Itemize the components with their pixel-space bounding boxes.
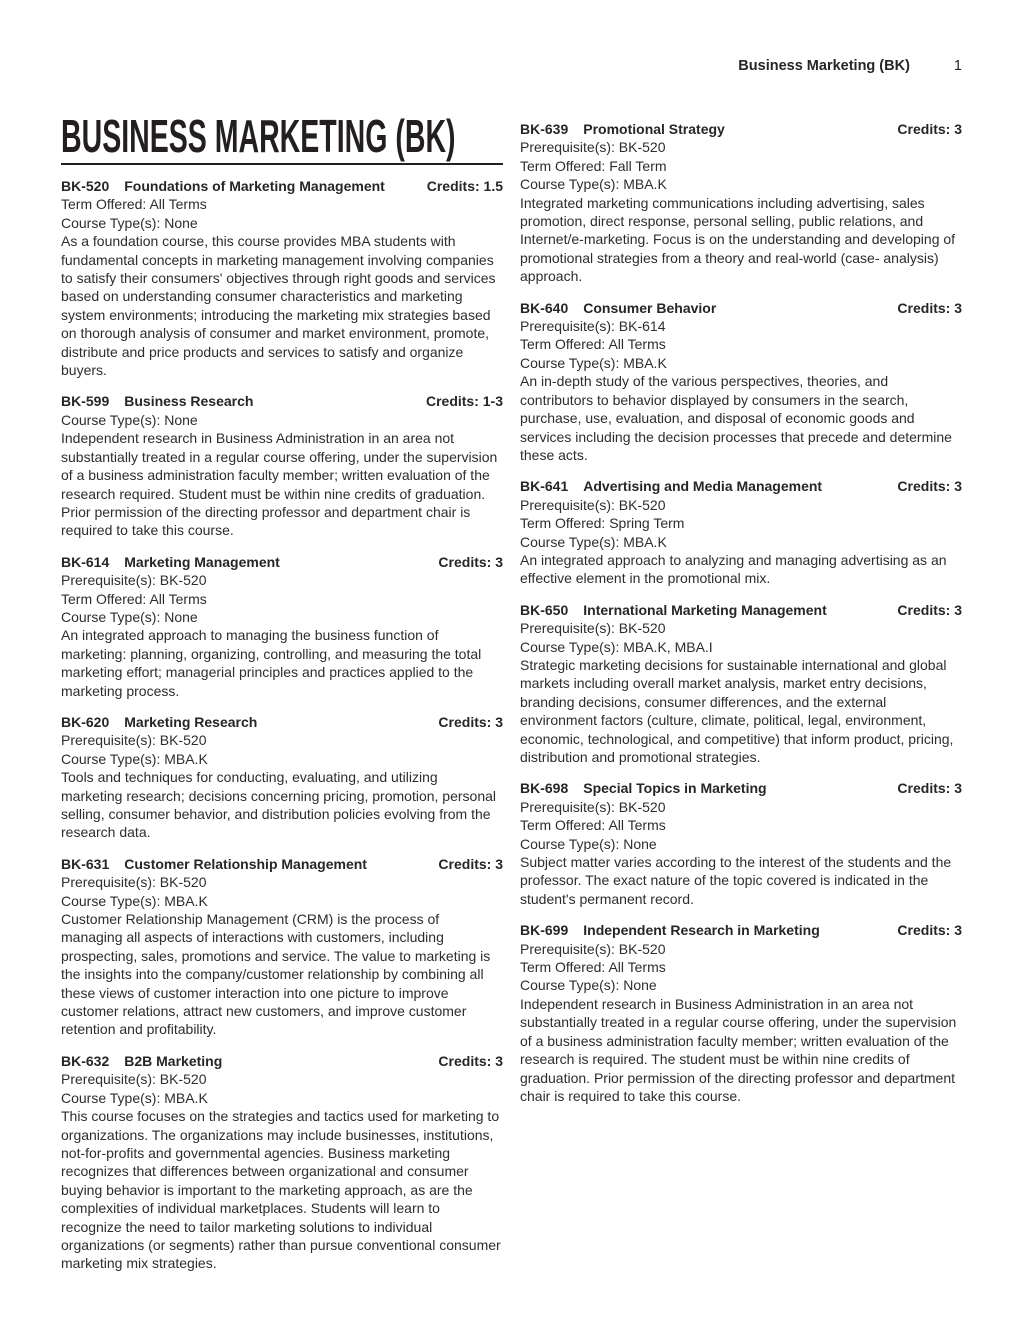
course-code: BK-614 bbox=[61, 553, 110, 570]
course-credits: Credits: 3 bbox=[438, 1052, 503, 1069]
course-block bbox=[520, 601, 962, 767]
course-description: Subject matter varies according to the interest of the students and the professor. The exact nature of the topic covered is indicated in the student's permanent record. bbox=[520, 854, 952, 907]
running-header-title: Business Marketing (BK) bbox=[738, 58, 910, 74]
course-block bbox=[61, 1052, 503, 1273]
course-detail-line: Course Type(s): MBA.K bbox=[520, 176, 667, 193]
course-name: Advertising and Media Management bbox=[583, 478, 823, 495]
course-name: Promotional Strategy bbox=[583, 121, 725, 137]
course-list-right bbox=[520, 120, 962, 1105]
course-credits: Credits: 1.5 bbox=[426, 178, 503, 194]
course-description: This course focuses on the strategies and tactics used for marketing to organizations. The organizations may include businesses, institutions, not-for-profits and governmental agencies. Business marketing recognizes that differences between organizational and consumer buying behavior is important to the marketing approach, as are the complexities of individual marketplaces. Students will learn to recognize the need to tailor marketing solutions to individual organizations (or segments) rather than pursue conventional consumer marketing mix strategies. bbox=[61, 1108, 501, 1272]
course-credits: Credits: 3 bbox=[897, 299, 962, 316]
course-header-row bbox=[61, 392, 503, 410]
course-code: BK-698 bbox=[520, 780, 569, 797]
course-credits: Credits: 1-3 bbox=[425, 393, 503, 410]
course-detail-line: Course Type(s): None bbox=[520, 977, 657, 994]
page-number: 1 bbox=[953, 58, 962, 74]
title-rule bbox=[61, 163, 503, 165]
right-column bbox=[520, 117, 962, 1118]
course-detail-line: Prerequisite(s): BK-520 bbox=[520, 620, 666, 637]
course-detail-line: Prerequisite(s): BK-520 bbox=[520, 139, 666, 156]
course-detail-line: Prerequisite(s): BK-614 bbox=[520, 318, 666, 335]
course-code: BK-632 bbox=[61, 1052, 110, 1069]
course-description: Strategic marketing decisions for sustainable international and global markets including overall market analysis, market entry decisions, branding decisions, consumer differences, and the external environment factors (culture, climate, political, legal, environment, economic, technological, and competitive) that inform product, pricing, distribution and promotional strategies. bbox=[520, 656, 954, 765]
course-credits: Credits: 3 bbox=[897, 780, 962, 797]
course-header-row bbox=[520, 921, 962, 939]
course-credits: Credits: 3 bbox=[897, 121, 962, 137]
course-name: Independent Research in Marketing bbox=[583, 922, 820, 939]
course-credits: Credits: 3 bbox=[897, 601, 962, 618]
course-block bbox=[61, 392, 503, 539]
course-code: BK-520 bbox=[61, 178, 110, 194]
course-detail-line: Course Type(s): MBA.K bbox=[520, 533, 667, 550]
course-name: International Marketing Management bbox=[583, 601, 827, 618]
course-header-row bbox=[520, 779, 962, 797]
course-credits: Credits: 3 bbox=[897, 478, 962, 495]
course-header-row bbox=[61, 177, 503, 195]
course-credits: Credits: 3 bbox=[438, 713, 503, 730]
course-name: Special Topics in Marketing bbox=[583, 780, 767, 797]
course-code: BK-699 bbox=[520, 922, 569, 939]
course-description: Independent research in Business Administration in an area not substantially treated in a regular course offering, under the supervision of a business administration faculty member; written evaluation of the research is required. The student must be within nine credits of graduation. Prior permission of the directing professor and department chair is required to take this course. bbox=[520, 995, 957, 1104]
course-block bbox=[520, 299, 962, 465]
course-name: Business Research bbox=[124, 393, 254, 410]
course-name: Marketing Management bbox=[124, 553, 280, 570]
course-header-row bbox=[520, 601, 962, 619]
course-name: Consumer Behavior bbox=[583, 299, 717, 316]
page-title: BUSINESS MARKETING (BK) bbox=[61, 110, 456, 162]
course-detail-line: Prerequisite(s): BK-520 bbox=[520, 496, 666, 513]
course-detail-line: Course Type(s): None bbox=[61, 214, 198, 231]
course-detail-line: Prerequisite(s): BK-520 bbox=[520, 940, 666, 957]
course-code: BK-640 bbox=[520, 299, 569, 316]
course-detail-line: Term Offered: Spring Term bbox=[520, 515, 685, 532]
course-detail-line: Prerequisite(s): BK-520 bbox=[520, 798, 666, 815]
course-header-row bbox=[520, 299, 962, 317]
course-detail-line: Prerequisite(s): BK-520 bbox=[61, 732, 207, 749]
course-name: B2B Marketing bbox=[124, 1052, 223, 1069]
course-detail-line: Course Type(s): None bbox=[61, 411, 198, 428]
course-header-row bbox=[61, 713, 503, 731]
course-name: Foundations of Marketing Management bbox=[124, 178, 385, 194]
course-detail-line: Course Type(s): MBA.K bbox=[61, 892, 208, 909]
course-block bbox=[520, 921, 962, 1105]
course-description: Tools and techniques for conducting, evaluating, and utilizing marketing research; decisions concerning pricing, promotion, personal selling, consumer behavior, and distribution policies evolving from the research data. bbox=[61, 769, 496, 841]
course-detail-line: Term Offered: All Terms bbox=[61, 196, 207, 213]
course-name: Customer Relationship Management bbox=[124, 855, 367, 872]
course-detail-line: Course Type(s): MBA.K bbox=[520, 354, 667, 371]
course-detail-line: Course Type(s): None bbox=[61, 608, 198, 625]
course-detail-line: Course Type(s): MBA.K bbox=[61, 750, 208, 767]
course-description: Customer Relationship Management (CRM) is the process of managing all aspects of interactions with customers, including prospecting, sales, promotions and service. The value to marketing is the insights into the company/customer relationship by combining all these views of customer interaction into one picture to improve customer relations, attract new customers, and improve customer retention and profitability. bbox=[61, 911, 491, 1038]
course-block bbox=[520, 120, 962, 286]
course-header-row bbox=[520, 120, 962, 138]
course-header-row bbox=[61, 855, 503, 873]
course-block bbox=[520, 477, 962, 587]
course-description: An in-depth study of the various perspectives, theories, and contributors to behavior displayed by consumers in the search, purchase, use, evaluation, and disposal of economic goods and services including the decision processes that precede and determine these acts. bbox=[520, 373, 952, 463]
course-detail-line: Term Offered: All Terms bbox=[61, 590, 207, 607]
course-code: BK-631 bbox=[61, 855, 110, 872]
course-name: Marketing Research bbox=[124, 713, 258, 730]
course-credits: Credits: 3 bbox=[897, 922, 962, 939]
course-detail-line: Term Offered: Fall Term bbox=[520, 157, 667, 174]
course-detail-line: Term Offered: All Terms bbox=[520, 959, 666, 976]
course-detail-line: Course Type(s): MBA.K, MBA.I bbox=[520, 638, 713, 655]
course-detail-line: Prerequisite(s): BK-520 bbox=[61, 572, 207, 589]
course-detail-line: Term Offered: All Terms bbox=[520, 817, 666, 834]
course-header-row bbox=[520, 477, 962, 495]
course-description: An integrated approach to managing the business function of marketing: planning, organizing, controlling, and measuring the total marketing effort; managerial principles and practices applied to the marketing process. bbox=[61, 627, 482, 699]
content-columns bbox=[61, 110, 962, 1286]
course-credits: Credits: 3 bbox=[438, 553, 503, 570]
course-description: Integrated marketing communications including advertising, sales promotion, direct response, personal selling, public relations, and Internet/e-marketing. Focus is on the understanding and developing of promotional strategies from a theory and real-world (case- analysis) approach. bbox=[520, 194, 956, 285]
course-code: BK-641 bbox=[520, 478, 569, 495]
course-description: An integrated approach to analyzing and managing advertising as an effective element in the promotional mix. bbox=[520, 551, 947, 587]
course-list-left bbox=[61, 177, 503, 1273]
course-header-row bbox=[61, 553, 503, 571]
course-detail-line: Prerequisite(s): BK-520 bbox=[61, 1071, 207, 1088]
course-code: BK-650 bbox=[520, 601, 569, 618]
course-detail-line: Course Type(s): None bbox=[520, 835, 657, 852]
course-code: BK-620 bbox=[61, 713, 110, 730]
course-block bbox=[61, 855, 503, 1039]
course-detail-line: Course Type(s): MBA.K bbox=[61, 1089, 208, 1106]
course-detail-line: Term Offered: All Terms bbox=[520, 336, 666, 353]
course-detail-line: Prerequisite(s): BK-520 bbox=[61, 874, 207, 891]
course-block bbox=[61, 713, 503, 842]
course-credits: Credits: 3 bbox=[438, 855, 503, 872]
left-column bbox=[61, 110, 503, 1286]
course-block bbox=[61, 553, 503, 700]
course-header-row bbox=[61, 1052, 503, 1070]
course-description: As a foundation course, this course provides MBA students with fundamental concepts in marketing management involving companies to satisfy their consumers' objectives through right goods and services based on understanding consumer characteristics and marketing system environments; introducing the marketing mix strategies based on thorough analysis of consumer and market environment, promote, distribute and price products and services to satisfy and organize buyers. bbox=[61, 233, 496, 379]
course-code: BK-639 bbox=[520, 121, 569, 137]
course-description: Independent research in Business Administration in an area not substantially treated in a regular course offering, under the supervision of a business administration faculty member; written evaluation of the research required. Student must be within nine credits of graduation. Prior permission of the directing professor and department chair is required to take this course. bbox=[61, 430, 498, 539]
running-header bbox=[61, 58, 962, 75]
course-block bbox=[61, 177, 503, 379]
course-code: BK-599 bbox=[61, 393, 110, 410]
course-block bbox=[520, 779, 962, 908]
